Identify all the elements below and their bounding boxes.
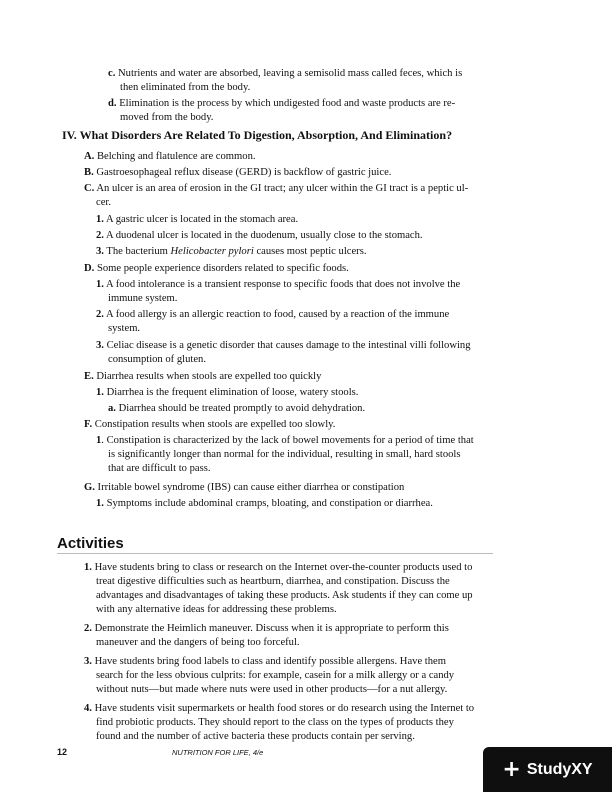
studyxy-watermark — [483, 747, 612, 792]
text-line — [84, 370, 321, 383]
text-line — [108, 353, 206, 366]
text-line — [120, 111, 213, 124]
line-text: Have students bring to class or research on the Internet over-the-counter products used to — [91, 562, 473, 573]
line-text: An ulcer is an area of erosion in the GI tract; any ulcer within the GI tract is a peptic ul- — [94, 183, 469, 194]
text-line — [84, 622, 449, 635]
text-line — [84, 702, 474, 715]
list-marker: d. — [108, 98, 117, 109]
line-text: Symptoms include abdominal cramps, bloating, and constipation or diarrhea. — [103, 498, 433, 509]
text-line — [96, 339, 471, 352]
list-marker: A. — [84, 151, 95, 162]
line-text: without nuts—but made where nuts were used in other products—for a nut allergy. — [96, 684, 448, 695]
text-line — [108, 462, 210, 475]
list-marker: 1. — [84, 562, 92, 573]
text-line — [108, 67, 462, 80]
line-text: Demonstrate the Heimlich maneuver. Discuss when it is appropriate to perform this — [91, 623, 449, 634]
line-text: system. — [108, 323, 141, 334]
text-line — [96, 603, 337, 616]
text-line — [96, 669, 454, 682]
line-text: . Constipation is characterized by the lack of bowel movements for a period of time that — [101, 435, 474, 446]
text-line — [84, 655, 446, 668]
line-text: cer. — [96, 197, 111, 208]
list-marker: 2. — [96, 309, 104, 320]
text-line — [96, 730, 415, 743]
text-line — [96, 716, 454, 729]
text-line — [96, 245, 366, 258]
line-text: Some people experience disorders related to specific foods. — [94, 263, 349, 274]
text-line — [84, 150, 256, 163]
line-text: A food allergy is an allergic reaction to food, caused by a reaction of the immune — [103, 309, 450, 320]
page-number: 12 — [57, 747, 68, 757]
text-line — [96, 213, 298, 226]
line-text: search for the less obvious culprits: for example, casein for a milk allergy or a candy — [96, 670, 455, 681]
section-heading-iv: IV. What Disorders Are Related To Digestion, Absorption, And Elimination? — [62, 128, 453, 142]
list-marker: B. — [84, 167, 94, 178]
list-marker: a. — [108, 403, 116, 414]
text-line — [96, 229, 423, 242]
text-line — [84, 561, 472, 574]
line-text: find probiotic products. They should report to the class on the types of products they — [96, 717, 454, 728]
list-marker: D. — [84, 263, 95, 274]
text-line — [84, 166, 391, 179]
list-marker: C. — [84, 183, 95, 194]
plus-icon: + — [502, 756, 521, 782]
line-text: that are difficult to pass. — [108, 463, 211, 474]
line-text: found and the number of active bacteria these products contain per serving. — [96, 731, 415, 742]
text-line — [108, 322, 140, 335]
text-line — [108, 97, 455, 110]
list-marker: E. — [84, 371, 94, 382]
text-line — [96, 589, 473, 602]
list-marker: 3. — [96, 340, 104, 351]
list-marker: 1 — [96, 435, 102, 446]
text-line — [108, 448, 460, 461]
line-text: Celiac disease is a genetic disorder that causes damage to the intestinal villi following — [103, 340, 471, 351]
text-line — [96, 497, 433, 510]
line-text-continued: causes most peptic ulcers. — [253, 246, 367, 257]
line-text: Constipation results when stools are expelled too slowly. — [92, 419, 336, 430]
line-text: consumption of gluten. — [108, 354, 206, 365]
line-text: Have students bring food labels to class and identify possible allergens. Have them — [91, 656, 446, 667]
line-text: A duodenal ulcer is located in the duodenum, usually close to the stomach. — [103, 230, 423, 241]
text-line — [84, 182, 468, 195]
text-line — [96, 278, 460, 291]
text-line — [120, 81, 250, 94]
line-text: treat digestive difficulties such as heartburn, diarrhea, and constipation. Discuss the — [96, 576, 450, 587]
line-text: moved from the body. — [120, 112, 214, 123]
line-text: is significantly longer than normal for the individual, resulting in small, hard stools — [108, 449, 461, 460]
line-text: Belching and flatulence are common. — [94, 151, 256, 162]
text-line — [84, 481, 404, 494]
list-marker: 1. — [96, 214, 104, 225]
line-text: immune system. — [108, 293, 178, 304]
line-text: A gastric ulcer is located in the stomach area. — [103, 214, 299, 225]
text-line — [96, 575, 450, 588]
text-line — [96, 636, 300, 649]
list-marker: 1. — [96, 498, 104, 509]
text-line — [96, 386, 358, 399]
line-text: with any alternative ideas for addressing these problems. — [96, 604, 337, 615]
text-line — [96, 308, 449, 321]
list-marker: 2. — [96, 230, 104, 241]
activities-title: Activities — [57, 535, 124, 552]
book-title: NUTRITION FOR LIFE, 4/e — [172, 748, 264, 757]
line-text: Have students visit supermarkets or health food stores or do research using the Internet to — [91, 703, 475, 714]
list-marker: 3. — [84, 656, 92, 667]
line-text: A food intolerance is a transient response to specific foods that does not involve the — [103, 279, 461, 290]
list-marker: 4. — [84, 703, 92, 714]
italic-term: Helicobacter pylori — [170, 246, 254, 257]
section-divider — [57, 553, 493, 554]
list-marker: G. — [84, 482, 95, 493]
line-text: maneuver and the dangers of being too forceful. — [96, 637, 300, 648]
text-line — [84, 262, 349, 275]
line-text: Diarrhea results when stools are expelled too quickly — [93, 371, 322, 382]
text-line — [96, 196, 111, 209]
line-text: Gastroesophageal reflux disease (GERD) is backflow of gastric juice. — [93, 167, 392, 178]
line-text: Diarrhea should be treated promptly to avoid dehydration. — [115, 403, 366, 414]
list-marker: 2. — [84, 623, 92, 634]
line-text: Nutrients and water are absorbed, leaving a semisolid mass called feces, which is — [115, 68, 463, 79]
list-marker: 3. — [96, 246, 104, 257]
line-text: Irritable bowel syndrome (IBS) can cause either diarrhea or constipation — [94, 482, 405, 493]
line-text: Diarrhea is the frequent elimination of loose, watery stools. — [103, 387, 359, 398]
line-text: The bacterium — [103, 246, 171, 257]
line-text: advantages and disadvantages of taking these products. Ask students if they can come up — [96, 590, 473, 601]
line-text: Elimination is the process by which undigested food and waste products are re- — [116, 98, 456, 109]
list-marker: 1. — [96, 387, 104, 398]
list-marker: c. — [108, 68, 116, 79]
list-marker: 1. — [96, 279, 104, 290]
list-marker: F. — [84, 419, 93, 430]
text-line — [108, 402, 365, 415]
text-line — [96, 683, 447, 696]
watermark-text: StudyXY — [526, 760, 593, 778]
text-line — [108, 292, 177, 305]
line-text: then eliminated from the body. — [120, 82, 251, 93]
text-line — [84, 418, 335, 431]
text-line — [96, 434, 474, 447]
